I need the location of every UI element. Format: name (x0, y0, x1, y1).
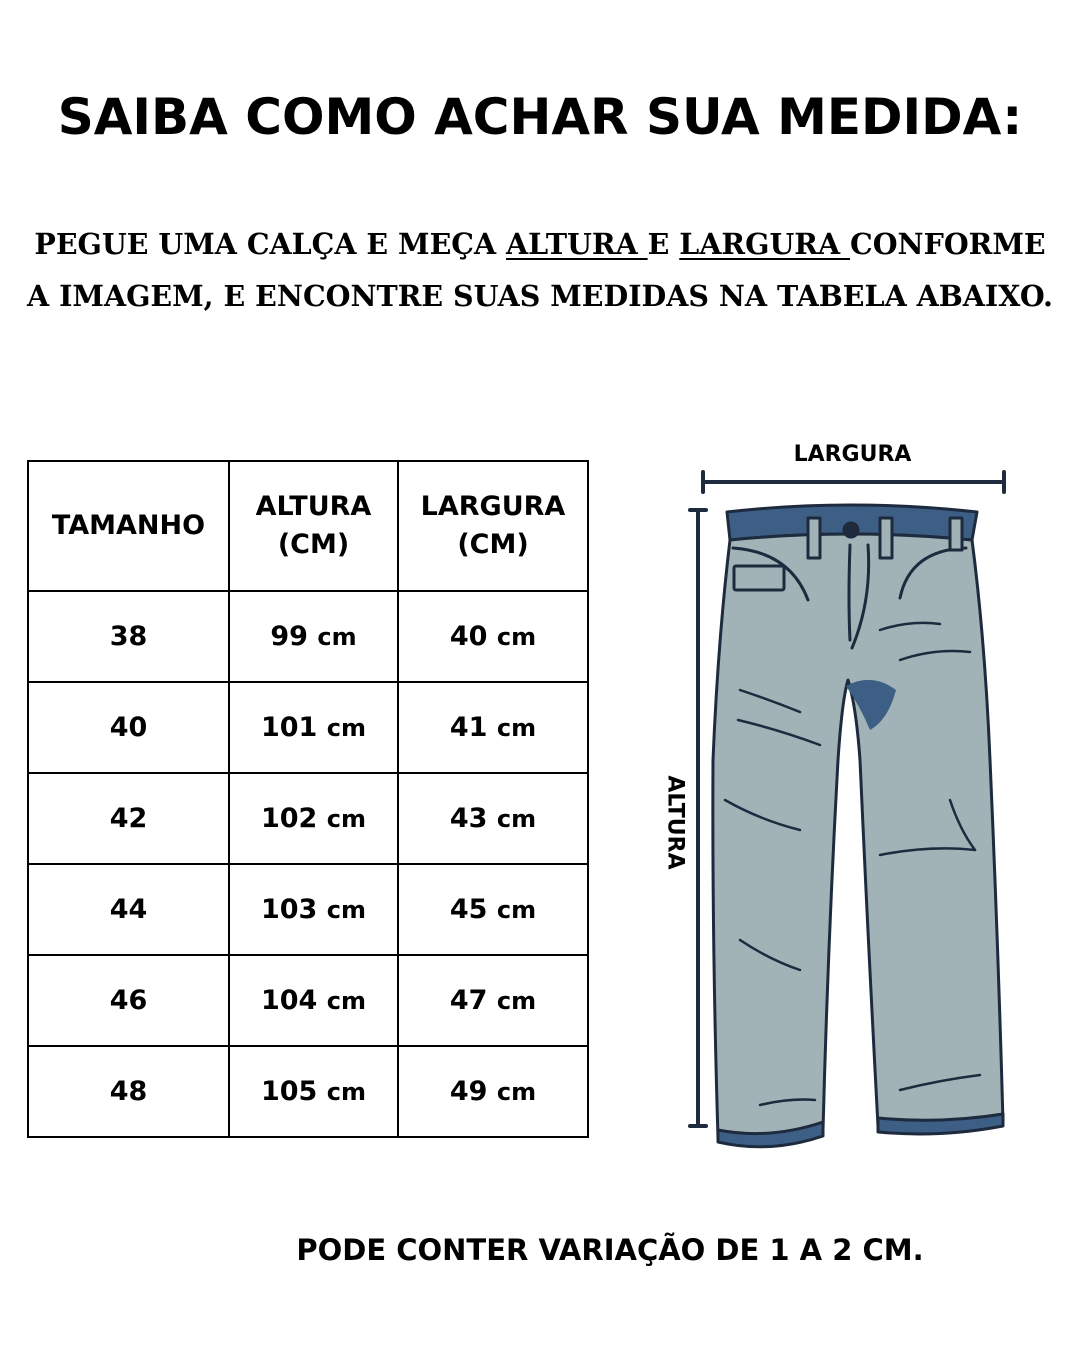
cell-height: 99 cm (229, 591, 398, 682)
cell-width: 49 cm (398, 1046, 588, 1137)
table-row (28, 864, 588, 955)
instruction-largura-underlined: LARGURA (679, 227, 851, 261)
instruction-part-1: PEGUE UMA CALÇA E MEÇA (34, 227, 507, 261)
cell-width: 43 cm (398, 773, 588, 864)
cell-size: 44 (28, 864, 229, 955)
header-width: LARGURA (CM) (398, 461, 588, 591)
instruction-part-2: E (647, 227, 680, 261)
cell-size: 48 (28, 1046, 229, 1137)
cell-width: 40 cm (398, 591, 588, 682)
jeans-body (713, 505, 1003, 1147)
width-label: LARGURA (793, 442, 912, 467)
table-header-row (28, 461, 588, 591)
instruction-altura-underlined: ALTURA (506, 227, 648, 261)
table-row (28, 773, 588, 864)
table-row (28, 955, 588, 1046)
cell-height: 105 cm (229, 1046, 398, 1137)
cell-height: 102 cm (229, 773, 398, 864)
cell-height: 101 cm (229, 682, 398, 773)
cell-width: 47 cm (398, 955, 588, 1046)
instruction-part-3: CONFORME A IMAGEM, E ENCONTRE SUAS MEDIDAS NA TABELA ABAIXO. (27, 227, 1053, 313)
variation-note: PODE CONTER VARIAÇÃO DE 1 A 2 CM. (296, 1233, 924, 1267)
cell-width: 45 cm (398, 864, 588, 955)
size-table (27, 460, 589, 1138)
table-row (28, 591, 588, 682)
width-measure-line (703, 472, 1004, 492)
cell-size: 46 (28, 955, 229, 1046)
height-label: ALTURA (662, 775, 688, 870)
cell-height: 104 cm (229, 955, 398, 1046)
header-height: ALTURA (CM) (229, 461, 398, 591)
table-row (28, 682, 588, 773)
cell-size: 40 (28, 682, 229, 773)
header-size: TAMANHO (28, 461, 229, 591)
cell-size: 42 (28, 773, 229, 864)
jeans-illustration-icon (640, 430, 1060, 1170)
table-row (28, 1046, 588, 1137)
cell-size: 38 (28, 591, 229, 682)
height-measure-line (690, 510, 706, 1126)
cell-width: 41 cm (398, 682, 588, 773)
page-title: SAIBA COMO ACHAR SUA MEDIDA: (57, 88, 1023, 146)
cell-height: 103 cm (229, 864, 398, 955)
instruction-text (20, 218, 1060, 322)
